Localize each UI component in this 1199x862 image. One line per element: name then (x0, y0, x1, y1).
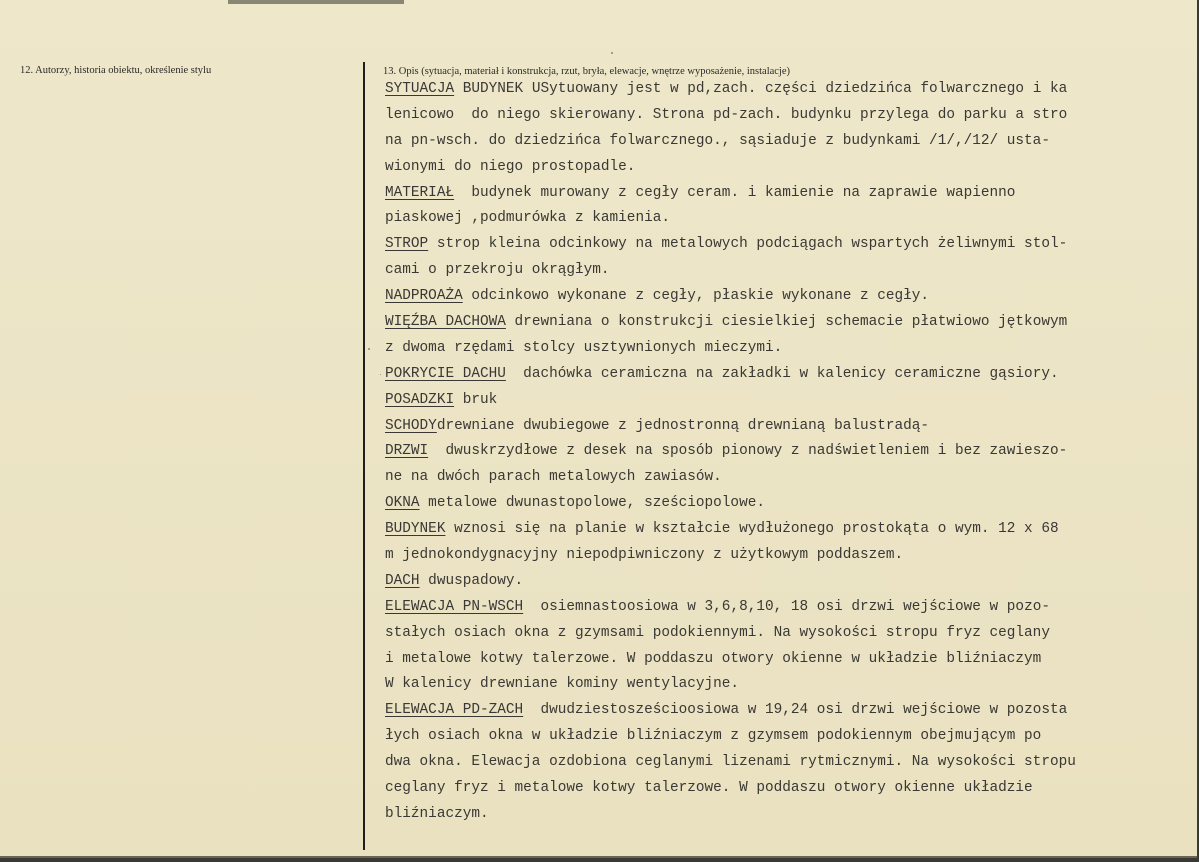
field-13-label: 13. Opis (sytuacja, materiał i konstrukcja, rzut, bryła, elewacje, wnętrze wyposażenie, instalacje) (383, 66, 791, 77)
line-text: łych osiach okna w układzie bliźniaczym z gzymsem podokiennym obejmującym po (385, 728, 1042, 745)
line-text: osiemnastoosiowa w 3,6,8,10, 18 osi drzwi wejściowe w pozo- (523, 598, 1050, 615)
typed-line (385, 362, 1197, 388)
typed-line (385, 77, 1197, 103)
section-keyword: OKNA (385, 495, 420, 512)
typed-line (385, 284, 1197, 310)
card-top-tab (228, 0, 404, 4)
line-text: i metalowe kotwy talerzowe. W poddaszu otwory okienne w układzie bliźniaczym (385, 650, 1042, 667)
typed-line (385, 310, 1197, 336)
typed-line (385, 103, 1197, 129)
typed-line (385, 569, 1197, 595)
section-keyword: STROP (385, 236, 429, 253)
line-text: stałych osiach okna z gzymsami podokiennymi. Na wysokości stropu fryz ceglany (385, 624, 1050, 641)
typed-line (385, 621, 1197, 647)
typed-line (385, 258, 1197, 284)
typed-line (385, 155, 1197, 181)
typed-line (385, 206, 1197, 232)
typed-line (385, 439, 1197, 465)
line-text: drewniana o konstrukcji ciesielkiej schemacie płatwiowo jętkowym (505, 314, 1068, 331)
line-text: dwuskrzydłowe z desek na sposób pionowy z nadświetleniem i bez zawieszo- (428, 443, 1068, 460)
line-text: dachówka ceramiczna na zakładki w kalenicy ceramiczne gąsiory. (505, 365, 1059, 382)
typed-line (385, 647, 1197, 673)
section-keyword: WIĘŹBA DACHOWA (385, 314, 506, 331)
line-text: piaskowej ,podmurówka z kamienia. (385, 210, 670, 227)
typed-line (385, 776, 1197, 802)
line-text: bruk (454, 391, 498, 408)
typed-line (385, 336, 1197, 362)
typed-line (385, 543, 1197, 569)
line-text: m jednokondygnacyjny niepodpiwniczony z użytkowym poddaszem. (385, 547, 904, 564)
section-keyword: ELEWACJA PN-WSCH (385, 598, 524, 615)
line-text: na pn-wsch. do dziedzińca folwarcznego., sąsiaduje z budynkami /1/,/12/ usta- (385, 132, 1050, 149)
line-text: wionymi do niego prostopadle. (385, 158, 636, 175)
section-keyword: POSADZKI (385, 391, 455, 408)
typed-line (385, 595, 1197, 621)
column-divider (363, 62, 365, 850)
section-keyword: NADPROAŻA (385, 288, 463, 305)
typed-line (385, 750, 1197, 776)
paper-speck (611, 52, 613, 54)
line-text: budynek murowany z cegły ceram. i kamienie na zaprawie wapienno (454, 184, 1016, 201)
line-text: dwa okna. Elewacja ozdobiona ceglanymi lizenami rytmicznymi. Na wysokości stropu (385, 754, 1076, 771)
paper-speck (368, 348, 370, 350)
line-text: odcinkowo wykonane z cegły, płaskie wykonane z cegły. (462, 288, 930, 305)
typed-line (385, 232, 1197, 258)
section-keyword: DRZWI (385, 443, 429, 460)
line-text: wznosi się na planie w kształcie wydłużonego prostokąta o wym. 12 x 68 (445, 521, 1059, 538)
typed-description (385, 77, 1197, 828)
typed-line (385, 802, 1197, 828)
line-text: dwuspadowy. (419, 572, 524, 589)
line-text: drewniane dwubiegowe z jednostronną drewnianą balustradą- (436, 417, 930, 434)
section-keyword: POKRYCIE DACHU (385, 365, 506, 382)
line-text: W kalenicy drewniane kominy wentylacyjne. (385, 676, 740, 693)
field-12-label: 12. Autorzy, historia obiektu, określenie stylu (20, 65, 212, 76)
typed-line (385, 517, 1197, 543)
line-text: cami o przekroju okrągłym. (385, 262, 610, 279)
paper-speck (380, 374, 381, 375)
line-text: lenicowo do niego skierowany. Strona pd-zach. budynku przylega do parku a stro (385, 106, 1068, 123)
typed-line (385, 491, 1197, 517)
section-keyword: SCHODY (385, 417, 437, 434)
line-text: metalowe dwunastopolowe, sześciopolowe. (419, 495, 765, 512)
section-keyword: BUDYNEK (385, 521, 446, 538)
typed-line (385, 129, 1197, 155)
typed-line (385, 388, 1197, 414)
line-text: bliźniaczym. (385, 805, 489, 822)
typed-line (385, 181, 1197, 207)
line-text: dwudziestosześcioosiowa w 19,24 osi drzwi wejściowe w pozosta (523, 702, 1068, 719)
line-text: ceglany fryz i metalowe kotwy talerzowe. W poddaszu otwory okienne układzie (385, 780, 1033, 797)
typed-line (385, 414, 1197, 440)
typed-line (385, 672, 1197, 698)
typed-line (385, 724, 1197, 750)
line-text: BUDYNEK USytuowany jest w pd,zach. części dziedzińca folwarcznego i ka (454, 81, 1068, 97)
section-keyword: DACH (385, 572, 420, 589)
typed-line (385, 698, 1197, 724)
line-text: z dwoma rzędami stolcy usztywnionych mieczymi. (385, 339, 783, 356)
line-text: ne na dwóch parach metalowych zawiasów. (385, 469, 722, 486)
line-text: strop kleina odcinkowy na metalowych podciągach wspartych żeliwnymi stol- (428, 236, 1068, 253)
section-keyword: SYTUACJA (385, 81, 455, 97)
section-keyword: MATERIAŁ (385, 184, 455, 201)
typed-line (385, 465, 1197, 491)
section-keyword: ELEWACJA PD-ZACH (385, 702, 524, 719)
